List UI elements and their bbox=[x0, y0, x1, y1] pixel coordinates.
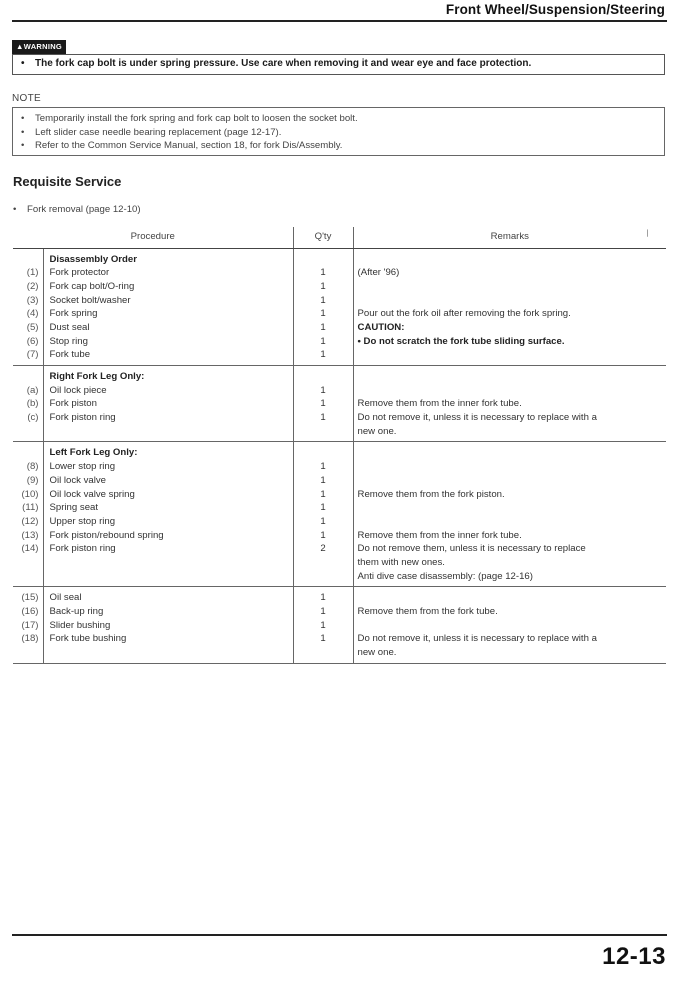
procedure-cell bbox=[43, 442, 293, 587]
group-subheading: Left Fork Leg Only: bbox=[49, 447, 138, 459]
remark-text bbox=[354, 619, 667, 633]
qty-value: 1 bbox=[320, 335, 326, 347]
procedure-item bbox=[44, 646, 293, 660]
procedure-cell bbox=[43, 587, 293, 663]
spacer bbox=[354, 253, 667, 267]
item-number-cell bbox=[13, 248, 43, 366]
procedure-item: Stop ring bbox=[49, 335, 88, 347]
item-number bbox=[13, 425, 43, 439]
qty-value: 1 bbox=[320, 606, 326, 617]
item-number bbox=[13, 646, 43, 660]
procedure-cell bbox=[43, 366, 293, 442]
procedure-item bbox=[44, 570, 293, 584]
procedure-item: Fork piston ring bbox=[49, 543, 116, 555]
page-number: 12-13 bbox=[602, 943, 666, 970]
note-item-text: Left slider case needle bearing replacement (page 12-17). bbox=[35, 126, 282, 138]
remark-text bbox=[354, 591, 667, 605]
header-rule bbox=[12, 20, 667, 22]
procedure-item: Fork spring bbox=[49, 308, 98, 320]
item-number: (13) bbox=[21, 529, 39, 541]
remark-text bbox=[354, 515, 667, 529]
remark-text: CAUTION: bbox=[357, 321, 405, 333]
qty-value: 1 bbox=[320, 412, 326, 424]
procedure-item: Upper stop ring bbox=[49, 515, 116, 527]
qty-value: 1 bbox=[320, 398, 326, 410]
bullet-icon: • bbox=[21, 58, 25, 69]
remark-text bbox=[354, 460, 667, 474]
remarks-cell bbox=[353, 366, 666, 442]
bullet-icon: • bbox=[21, 113, 25, 124]
procedure-item: Back-up ring bbox=[49, 606, 104, 617]
spacer bbox=[354, 370, 667, 384]
item-number: (10) bbox=[21, 488, 39, 500]
spacer bbox=[13, 370, 43, 384]
spacer bbox=[13, 446, 43, 460]
remark-text bbox=[354, 501, 667, 515]
procedure-item: Fork cap bolt/O-ring bbox=[49, 280, 135, 292]
qty-cell bbox=[293, 442, 353, 587]
qty-value: 1 bbox=[320, 633, 326, 645]
remark-text bbox=[354, 474, 667, 488]
table-header-row bbox=[13, 227, 666, 248]
remark-text bbox=[354, 294, 667, 308]
item-number: (b) bbox=[26, 398, 39, 410]
note-item-text: Temporarily install the fork spring and fork cap bolt to loosen the socket bolt. bbox=[35, 113, 358, 124]
procedure-item: Spring seat bbox=[49, 502, 99, 514]
procedure-item bbox=[44, 556, 293, 570]
item-number bbox=[13, 556, 43, 570]
procedure-item: Lower stop ring bbox=[49, 461, 116, 473]
remarks-cell bbox=[353, 248, 666, 366]
remark-text: (After '96) bbox=[357, 267, 400, 279]
qty-value: 1 bbox=[320, 294, 326, 306]
procedure-item: Oil lock valve spring bbox=[49, 488, 135, 500]
item-number bbox=[13, 570, 43, 584]
remarks-cell bbox=[353, 442, 666, 587]
item-number: (1) bbox=[26, 267, 39, 279]
qty-value: 1 bbox=[320, 502, 326, 514]
bullet-icon: • bbox=[21, 126, 25, 138]
qty-cell bbox=[293, 248, 353, 366]
item-number: (6) bbox=[26, 335, 39, 347]
qty-value bbox=[294, 570, 353, 584]
procedure-item: Slider bushing bbox=[49, 619, 111, 631]
item-number: (12) bbox=[21, 515, 39, 527]
item-number-cell bbox=[13, 366, 43, 442]
procedure-cell bbox=[43, 248, 293, 366]
item-number: (9) bbox=[26, 474, 39, 486]
qty-value: 1 bbox=[320, 321, 326, 333]
qty-value bbox=[294, 646, 353, 660]
item-number: (5) bbox=[26, 321, 39, 333]
item-number: (a) bbox=[26, 384, 39, 396]
requisite-item bbox=[13, 204, 141, 215]
remark-text: them with new ones. bbox=[357, 556, 445, 568]
note-box bbox=[12, 107, 665, 156]
table-group bbox=[13, 248, 666, 366]
bullet-icon: • bbox=[21, 140, 25, 151]
table-group bbox=[13, 366, 666, 442]
procedure-item: Fork tube bbox=[49, 349, 91, 361]
requisite-service-title: Requisite Service bbox=[13, 174, 122, 189]
qty-value: 1 bbox=[320, 619, 326, 631]
warning-badge: ▲WARNING bbox=[12, 40, 66, 54]
remark-text: Remove them from the inner fork tube. bbox=[357, 398, 522, 410]
remark-text: Remove them from the fork piston. bbox=[357, 488, 505, 500]
page-header-title: Front Wheel/Suspension/Steering bbox=[445, 2, 665, 17]
item-number: (11) bbox=[22, 502, 39, 514]
item-number-cell bbox=[13, 442, 43, 587]
remark-text: new one. bbox=[357, 647, 397, 659]
item-number: (4) bbox=[26, 308, 39, 320]
qty-value: 2 bbox=[320, 543, 326, 555]
remark-text bbox=[354, 384, 667, 398]
qty-value: 1 bbox=[320, 267, 326, 279]
procedure-item: Socket bolt/washer bbox=[49, 294, 131, 306]
qty-cell bbox=[293, 366, 353, 442]
group-subheading: Right Fork Leg Only: bbox=[49, 371, 145, 382]
note-label: NOTE bbox=[12, 93, 41, 104]
remark-text: Do not remove it, unless it is necessary to replace with a bbox=[357, 633, 597, 645]
spacer bbox=[354, 446, 667, 460]
item-number: (3) bbox=[26, 294, 39, 306]
spacer bbox=[294, 370, 353, 384]
item-number: (18) bbox=[21, 633, 39, 645]
note-item bbox=[21, 126, 664, 140]
procedure-item: Fork piston ring bbox=[49, 412, 116, 424]
spacer bbox=[294, 253, 353, 267]
qty-value: 1 bbox=[320, 488, 326, 500]
item-number: (17) bbox=[21, 619, 39, 631]
item-number: (7) bbox=[26, 349, 39, 361]
procedure-item: Oil lock valve bbox=[49, 474, 107, 486]
warning-box bbox=[12, 54, 665, 75]
remarks-header: Remarks bbox=[353, 227, 666, 248]
qty-value: 1 bbox=[320, 515, 326, 527]
item-number: (8) bbox=[26, 461, 39, 473]
remark-text: • Do not scratch the fork tube sliding surface. bbox=[357, 335, 565, 347]
table-group bbox=[13, 442, 666, 587]
procedure-item: Oil lock piece bbox=[49, 384, 107, 396]
remark-text: new one. bbox=[357, 425, 397, 437]
procedure-item bbox=[44, 425, 293, 439]
remark-text: Remove them from the fork tube. bbox=[357, 606, 498, 617]
note-item bbox=[21, 112, 664, 126]
item-number: (c) bbox=[27, 412, 39, 424]
requisite-item-text: Fork removal (page 12-10) bbox=[27, 204, 141, 215]
remark-text bbox=[354, 348, 667, 362]
remark-text: Anti dive case disassembly: (page 12-16) bbox=[357, 570, 533, 582]
qty-header: Q'ty bbox=[293, 227, 353, 248]
procedure-item: Fork piston/rebound spring bbox=[49, 529, 164, 541]
qty-value: 1 bbox=[320, 308, 326, 320]
pen-mark: ⁄ bbox=[645, 228, 652, 238]
item-number: (2) bbox=[26, 280, 39, 292]
remark-text: Do not remove them, unless it is necessary to replace bbox=[357, 543, 586, 555]
remark-text: Do not remove it, unless it is necessary to replace with a bbox=[357, 412, 597, 424]
qty-value bbox=[294, 556, 353, 570]
item-number: (15) bbox=[21, 592, 39, 604]
qty-value: 1 bbox=[320, 349, 326, 361]
footer-rule bbox=[12, 934, 667, 936]
table-group bbox=[13, 587, 666, 663]
spacer bbox=[294, 446, 353, 460]
procedure-item: Oil seal bbox=[49, 592, 82, 604]
bullet-icon: • bbox=[13, 204, 17, 215]
qty-value: 1 bbox=[320, 461, 326, 473]
qty-value: 1 bbox=[320, 384, 326, 396]
qty-value: 1 bbox=[320, 529, 326, 541]
procedure-item: Fork protector bbox=[49, 267, 110, 279]
qty-value: 1 bbox=[320, 474, 326, 486]
procedure-header: Procedure bbox=[13, 227, 293, 248]
item-number: (16) bbox=[21, 606, 39, 617]
group-subheading: Disassembly Order bbox=[49, 253, 137, 265]
spacer bbox=[13, 253, 43, 267]
procedure-table bbox=[13, 227, 666, 664]
item-number-cell bbox=[13, 587, 43, 663]
qty-value: 1 bbox=[320, 280, 326, 292]
remarks-cell bbox=[353, 587, 666, 663]
warning-text: The fork cap bolt is under spring pressure. Use care when removing it and wear eye and face protection. bbox=[35, 58, 532, 69]
note-item-text: Refer to the Common Service Manual, section 18, for fork Dis/Assembly. bbox=[35, 140, 343, 151]
remark-text bbox=[354, 280, 667, 294]
procedure-item: Fork tube bushing bbox=[49, 633, 127, 645]
procedure-item: Fork piston bbox=[49, 398, 97, 410]
qty-cell bbox=[293, 587, 353, 663]
qty-value: 1 bbox=[320, 592, 326, 604]
procedure-item: Dust seal bbox=[49, 321, 90, 333]
remark-text: Remove them from the inner fork tube. bbox=[357, 529, 522, 541]
remark-text: Pour out the fork oil after removing the fork spring. bbox=[357, 308, 571, 320]
qty-value bbox=[294, 425, 353, 439]
item-number: (14) bbox=[21, 543, 39, 555]
note-item bbox=[21, 139, 664, 153]
